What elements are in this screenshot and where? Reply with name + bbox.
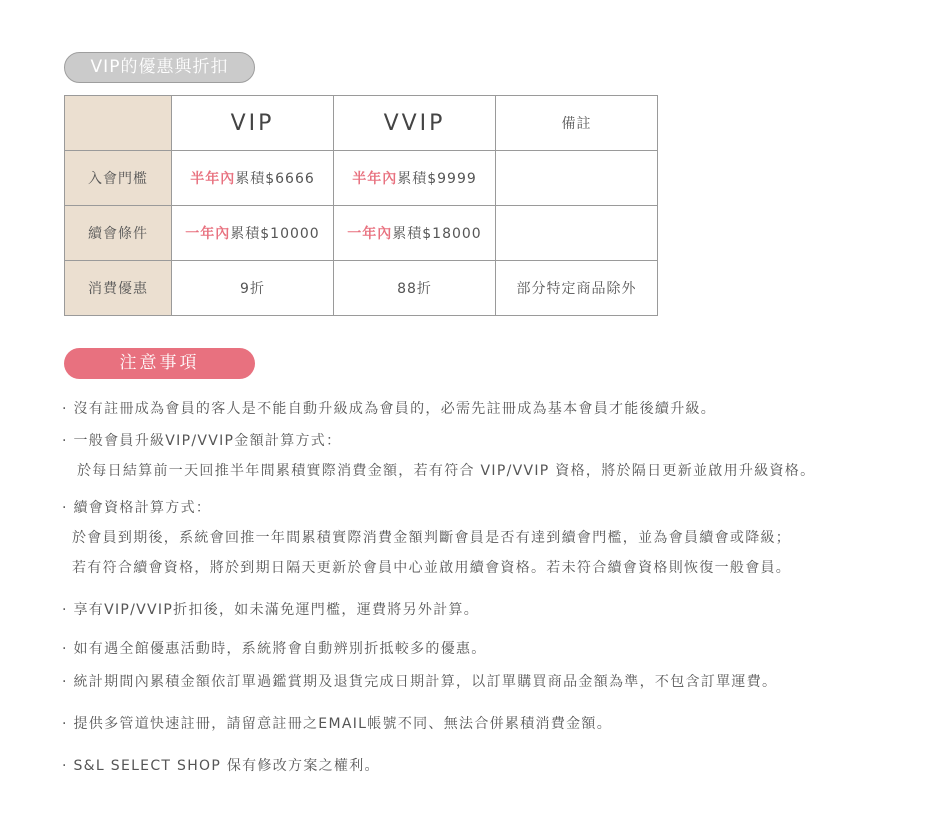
list-item: · S&L SELECT SHOP 保有修改方案之權利。 — [62, 758, 380, 774]
discount-vvip-cell: 88折 — [334, 261, 496, 316]
header-vvip: VVIP — [334, 96, 496, 151]
renewal-remarks-cell — [496, 206, 658, 261]
list-item: · 提供多管道快速註冊，請留意註冊之EMAIL帳號不同、無法合併累積消費金額。 — [62, 716, 613, 732]
list-item: · 如有遇全館優惠活動時，系統將會自動辨別折抵較多的優惠。 — [62, 641, 487, 657]
vip-table — [64, 95, 658, 316]
row-label-discount: 消費優惠 — [65, 261, 172, 316]
list-item: 於每日結算前一天回推半年間累積實際消費金額，若有符合 VIP/VVIP 資格，將於隔日更新並啟用升級資格。 — [77, 463, 816, 479]
list-item: 於會員到期後，系統會回推一年間累積實際消費金額判斷會員是否有達到續會門檻，並為會員續會或降級； — [72, 530, 792, 546]
entry-vvip-highlight: 半年內 — [352, 171, 398, 187]
entry-remarks-cell — [496, 151, 658, 206]
entry-vvip-cell — [334, 151, 496, 206]
table-header-row — [65, 96, 658, 151]
entry-vvip-amount: 累積$9999 — [397, 171, 477, 187]
table-row — [65, 206, 658, 261]
renewal-vvip-cell — [334, 206, 496, 261]
renewal-vip-cell — [172, 206, 334, 261]
entry-vip-highlight: 半年內 — [190, 171, 236, 187]
renewal-vip-amount: 累積$10000 — [230, 226, 320, 242]
list-item: · 續會資格計算方式： — [62, 500, 212, 516]
entry-vip-amount: 累積$6666 — [235, 171, 315, 187]
entry-vip-cell — [172, 151, 334, 206]
notes-title: 注意事項 — [64, 348, 255, 379]
renewal-vvip-highlight: 一年內 — [347, 226, 393, 242]
section-title-vip: VIP的優惠與折扣 — [64, 52, 255, 83]
row-label-renewal: 續會條件 — [65, 206, 172, 261]
list-item: · 一般會員升級VIP/VVIP金額計算方式： — [62, 433, 342, 449]
list-item: · 沒有註冊成為會員的客人是不能自動升級成為會員的，必需先註冊成為基本會員才能後續升級。 — [62, 401, 717, 417]
discount-vip-cell: 9折 — [172, 261, 334, 316]
list-item: · 統計期間內累積金額依訂單過鑑賞期及退貨完成日期計算，以訂單購買商品金額為準，不包含訂單運費。 — [62, 674, 778, 690]
header-remarks: 備註 — [496, 96, 658, 151]
header-vip: VIP — [172, 96, 334, 151]
discount-remarks-cell: 部分特定商品除外 — [496, 261, 658, 316]
row-label-entry: 入會門檻 — [65, 151, 172, 206]
table-corner-cell — [65, 96, 172, 151]
list-item: · 享有VIP/VVIP折扣後，如未滿免運門檻，運費將另外計算。 — [62, 602, 480, 618]
list-item: 若有符合續會資格，將於到期日隔天更新於會員中心並啟用續會資格。若未符合續會資格則恢復一般會員。 — [72, 560, 792, 576]
renewal-vvip-amount: 累積$18000 — [392, 226, 482, 242]
table-row — [65, 151, 658, 206]
table-row — [65, 261, 658, 316]
renewal-vip-highlight: 一年內 — [185, 226, 231, 242]
